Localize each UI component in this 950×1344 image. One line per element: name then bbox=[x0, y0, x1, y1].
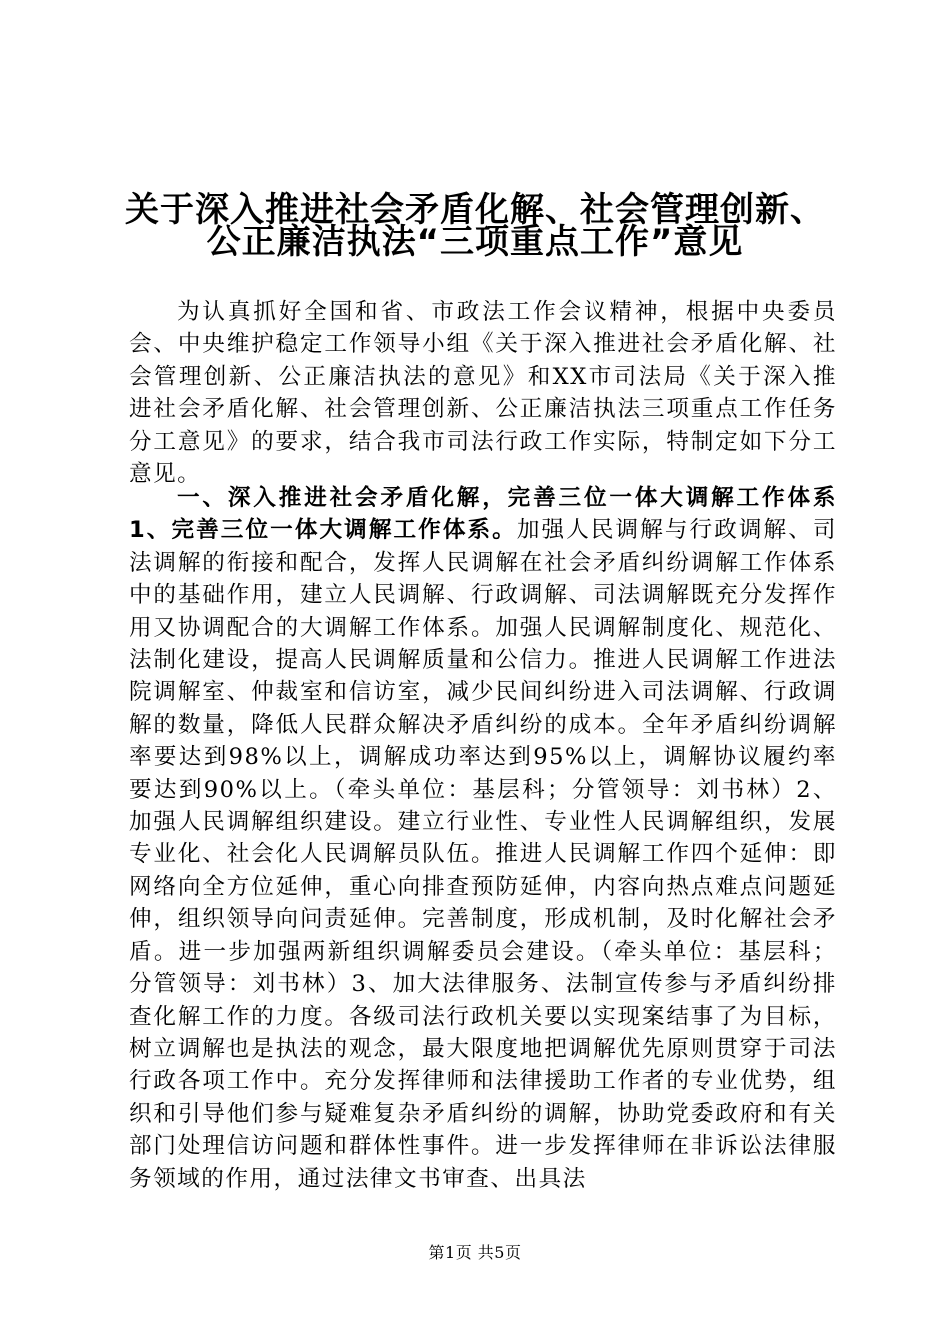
section1-body: 加强人民调解与行政调解、司法调解的衔接和配合，发挥人民调解在社会矛盾纠纷调解工作体系中的基础作用，建立人民调解、行政调解、司法调解既充分发挥作用又协调配合的大调解工作体系。加强人民调解制度化、规范化、法制化建设，提高人民调解质量和公信力。推进人民调解工作进法院调解室、仲裁室和信访室，减少民间纠纷进入司法调解、行政调解的数量，降低人民群众解决矛盾纠纷的成本。全年矛盾纠纷调解率要达到98%以上，调解成功率达到95%以上，调解协议履约率要达到90%以上。（牵头单位：基层科；分管领导：刘书林）2、加强人民调解组织建设。建立行业性、专业性人民调解组织，发展专业化、社会化人民调解员队伍。推进人民调解工作四个延伸：即网络向全方位延伸，重心向排查预防延伸，内容向热点难点问题延伸，组织领导向问责延伸。完善制度，形成机制，及时化解社会矛盾。进一步加强两新组织调解委员会建设。（牵头单位：基层科；分管领导：刘书林）3、加大法律服务、法制宣传参与矛盾纠纷排查化解工作的力度。各级司法行政机关要以实现案结事了为目标，树立调解也是执法的观念，最大限度地把调解优先原则贯穿于司法行政各项工作中。充分发挥律师和法律援助工作者的专业优势，组织和引导他们参与疑难复杂矛盾纠纷的调解，协助党委政府和有关部门处理信访问题和群体性事件。进一步发挥律师在非诉讼法律服务领域的作用，通过法律文书审查、出具法 bbox=[129, 517, 837, 1192]
document-title-line2: 公正廉洁执法“三项重点工作”意见 bbox=[206, 222, 744, 262]
section1-heading: 一、深入推进社会矛盾化解，完善三位一体大调解工作体系1、完善三位一体大调解工作体系。 bbox=[129, 485, 837, 544]
intro-paragraph: 为认真抓好全国和省、市政法工作会议精神，根据中央委员会、中央维护稳定工作领导小组《关于深入推进社会矛盾化解、社会管理创新、公正廉洁执法的意见》和XX市司法局《关于深入推进社会矛盾化解、社会管理创新、公正廉洁执法三项重点工作任务分工意见》的要求，结合我市司法行政工作实际，特制定如下分工意见。 bbox=[129, 299, 837, 488]
document-title-line1: 关于深入推进社会矛盾化解、社会管理创新、 bbox=[125, 190, 825, 230]
page-footer: 第1页 共5页 bbox=[428, 1243, 522, 1262]
section1-paragraph bbox=[129, 482, 837, 1195]
